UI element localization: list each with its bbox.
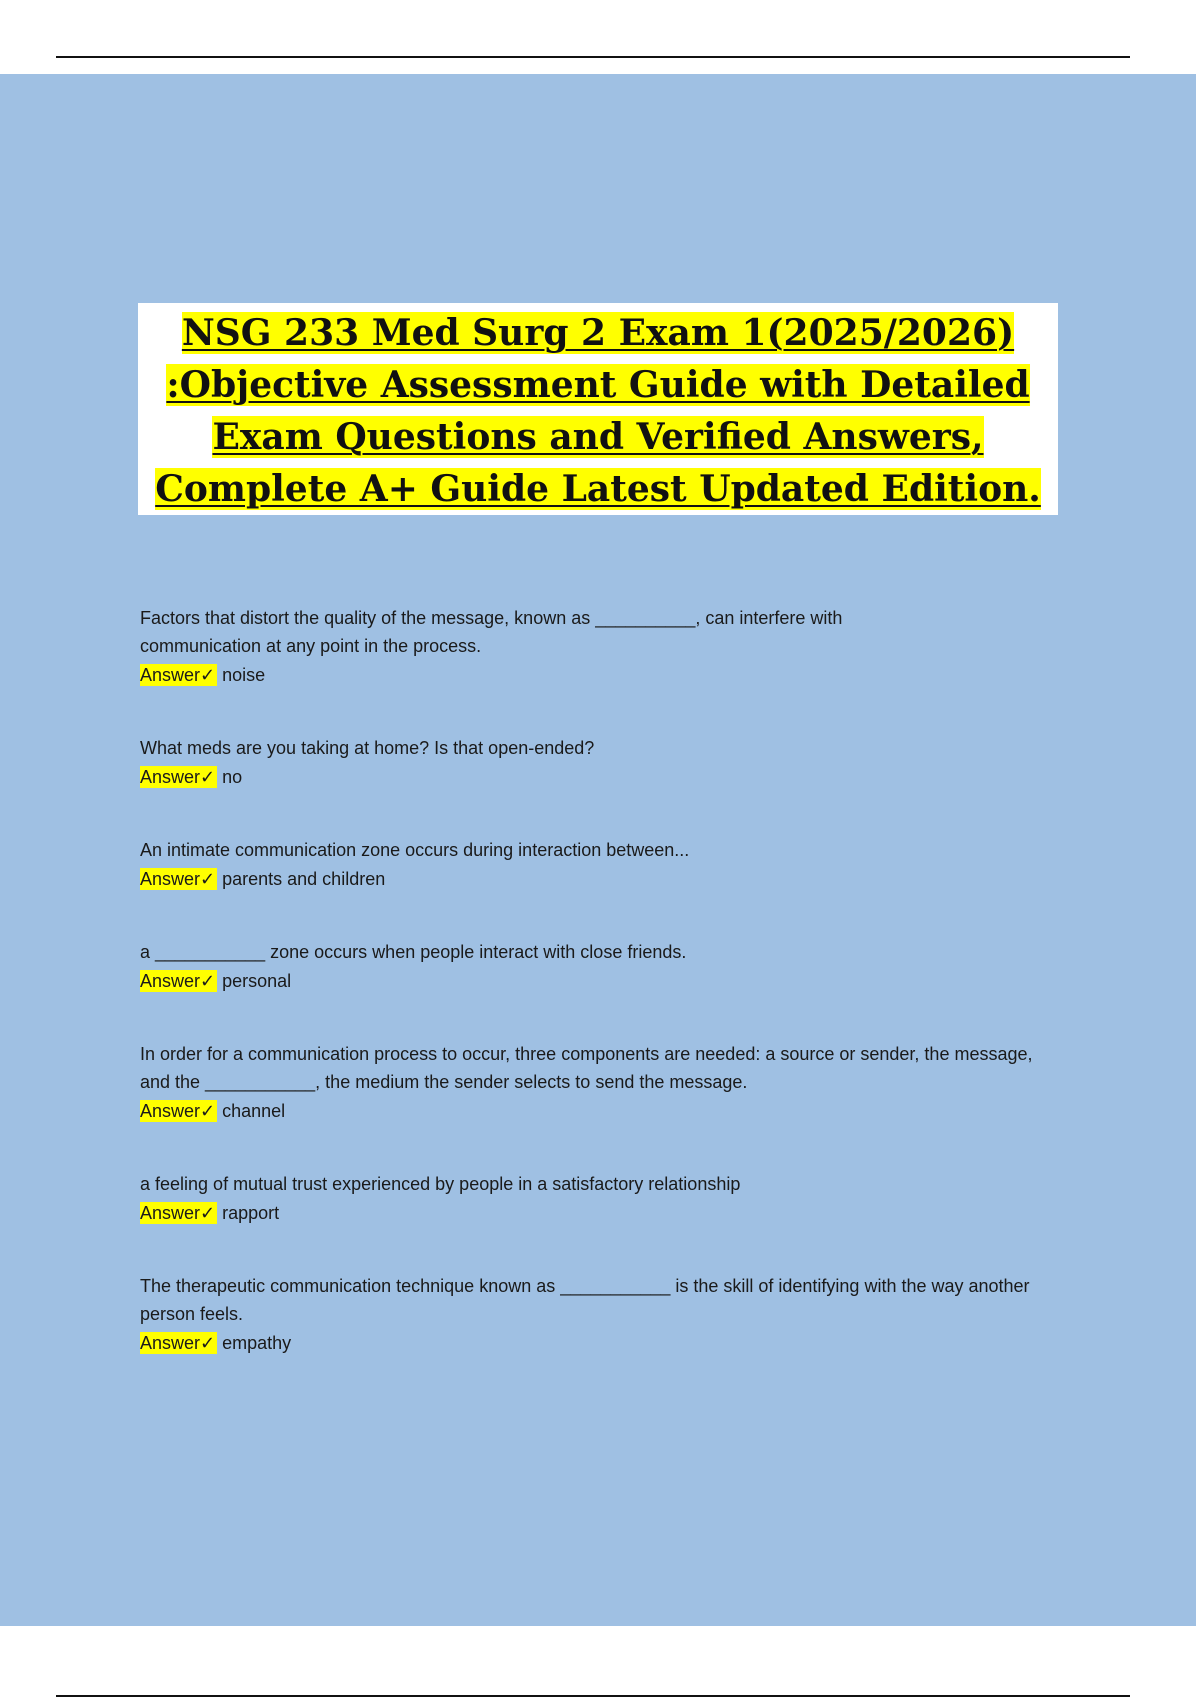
answer-line [140,966,1100,996]
answer-line [140,1096,1100,1126]
top-rule [56,56,1130,58]
title-line-2: :Objective Assessment Guide with Detailed [166,364,1030,406]
question-text: What meds are you taking at home? Is that open-ended? [140,738,595,758]
qa-list [140,604,1100,1402]
qa-item [140,1040,1100,1126]
answer-value: personal [222,971,292,991]
answer-value: noise [222,665,266,685]
answer-label: Answer✓ [140,665,216,685]
title-line-3: Exam Questions and Verified Answers, [212,416,984,458]
question-text: a ___________ zone occurs when people interact with close friends. [140,942,687,962]
answer-label: Answer✓ [140,767,216,787]
question-text: In order for a communication process to occur, three components are needed: a source or sender, the message, and the ___________, the medium the sender selects to send the message. [140,1044,1033,1092]
title-line-1: NSG 233 Med Surg 2 Exam 1(2025/2026) [181,312,1015,354]
answer-line [140,864,1100,894]
question-text: The therapeutic communication technique known as ___________ is the skill of identifying with the way another person feels. [140,1276,1030,1324]
answer-label: Answer✓ [140,1333,216,1353]
answer-label: Answer✓ [140,1101,216,1121]
qa-item [140,1272,1100,1358]
question-text: a feeling of mutual trust experienced by people in a satisfactory relationship [140,1174,741,1194]
qa-item [140,836,1100,894]
answer-value: rapport [222,1203,280,1223]
answer-label: Answer✓ [140,1203,216,1223]
answer-line [140,660,1100,690]
answer-value: channel [222,1101,286,1121]
qa-item [140,604,1100,690]
answer-label: Answer✓ [140,869,216,889]
question-text: Factors that distort the quality of the message, known as __________, can interfere with communication at any point in the process. [140,608,843,656]
answer-line [140,1198,1100,1228]
bottom-rule [56,1695,1130,1697]
qa-item [140,1170,1100,1228]
qa-item [140,938,1100,996]
answer-value: empathy [222,1333,292,1353]
answer-line [140,1328,1100,1358]
title-box [138,303,1058,515]
title-line-4: Complete A+ Guide Latest Updated Edition. [155,468,1041,510]
answer-value: no [222,767,243,787]
answer-value: parents and children [222,869,386,889]
answer-line [140,762,1100,792]
answer-label: Answer✓ [140,971,216,991]
question-text: An intimate communication zone occurs during interaction between... [140,840,690,860]
qa-item [140,734,1100,792]
